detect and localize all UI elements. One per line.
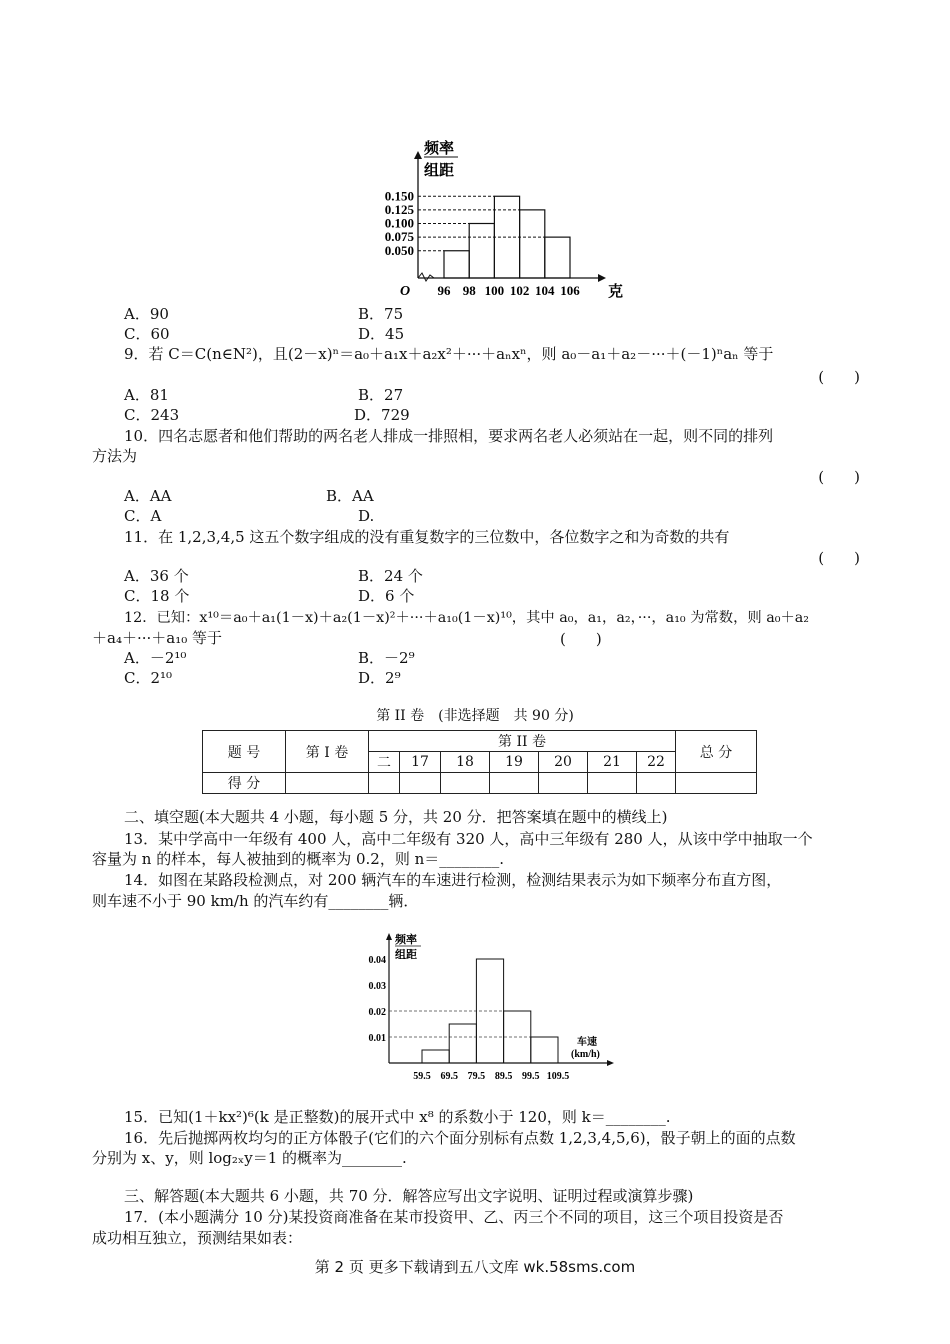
x-tick-label: 109.5 (546, 1071, 570, 1082)
y-tick-label: 0.150 (384, 188, 414, 204)
col-20: 20 (539, 752, 588, 773)
histogram-bar (469, 224, 494, 279)
x-tick-label: 104 (535, 283, 555, 298)
section2-title: 第 II 卷 (非选择题 共 90 分) (376, 708, 574, 724)
row-score-label: 得 分 (203, 773, 286, 794)
q12-answer-paren: ( ) (560, 630, 602, 648)
score-cell-22[interactable] (637, 773, 676, 794)
y-label-bottom: 组距 (424, 163, 455, 179)
score-cell-20[interactable] (539, 773, 588, 794)
q11-option-b: B．24 个 (358, 567, 423, 585)
origin-label: O (400, 284, 411, 299)
x-unit-label: 克 (608, 284, 624, 300)
q16-line1: 16．先后抛掷两枚均匀的正方体骰子(它们的六个面分别标有点数 1,2,3,4,5,6)，骰子朝上的面的点数 (124, 1129, 796, 1147)
q11-answer-paren: ( ) (818, 549, 860, 567)
x-tick-label: 69.5 (440, 1071, 458, 1082)
q12-stem-line1: 12．已知：x¹⁰＝a₀＋a₁(1－x)＋a₂(1－x)²＋···＋a₁₀(1－x)¹⁰，其中 a₀，a₁，a₂，···，a₁₀ 为常数，则 a₀＋a₂ (124, 610, 810, 626)
score-cell-21[interactable] (588, 773, 637, 794)
y-axis-arrow (386, 933, 392, 940)
q10-stem-line2: 方法为 (92, 447, 138, 465)
histogram-bar (545, 237, 570, 278)
col-21: 21 (588, 752, 637, 773)
x-tick-label: 89.5 (494, 1071, 513, 1082)
q12-option-b: B．－2⁹ (358, 649, 415, 667)
y-tick-label: 0.125 (384, 201, 414, 217)
histogram-bar (444, 251, 469, 278)
q10-answer-paren: ( ) (818, 468, 860, 486)
q11-option-c: C．18 个 (124, 587, 190, 605)
histogram-bar (520, 210, 545, 278)
y-tick-label: 0.01 (368, 1033, 386, 1044)
q10-option-d: D. (358, 507, 375, 525)
q9-option-a: A．81 (124, 386, 169, 404)
q9-answer-paren: ( ) (818, 368, 860, 386)
col-18: 18 (441, 752, 490, 773)
score-cell-total[interactable] (676, 773, 757, 794)
score-table (202, 730, 757, 794)
header-total: 总 分 (676, 731, 757, 773)
q8-option-c: C．60 (124, 325, 170, 343)
score-cell-2[interactable] (369, 773, 400, 794)
header-question-number: 题 号 (203, 731, 286, 773)
q9-option-b: B．27 (358, 386, 404, 404)
q13-line1: 13．某中学高中一年级有 400 人，高中二年级有 320 人，高中三年级有 280 人，从该中学中抽取一个 (124, 830, 813, 848)
q12-option-d: D．2⁹ (358, 669, 401, 687)
q9-stem: 9．若 C＝C(n∈N²)，且(2－x)ⁿ＝a₀＋a₁x＋a₂x²＋···＋aₙxⁿ，则 a₀－a₁＋a₂－···＋(－1)ⁿaₙ 等于 (124, 345, 774, 363)
q9-option-c: C．243 (124, 406, 180, 424)
score-cell-17[interactable] (400, 773, 441, 794)
q10-option-c: C．A (124, 507, 162, 525)
score-cell-18[interactable] (441, 773, 490, 794)
y-axis-arrow (414, 151, 422, 159)
x-tick-label: 106 (560, 283, 580, 298)
q16-line2: 分别为 x、y，则 log₂ₓy＝1 的概率为________. (92, 1149, 407, 1167)
y-label-top: 频率 (424, 141, 455, 157)
x-tick-label: 99.5 (522, 1071, 540, 1082)
weight-histogram (360, 135, 630, 305)
header-volume-2: 第 II 卷 (369, 731, 676, 752)
q8-option-b: B．75 (358, 305, 404, 323)
q12-stem-line2: ＋a₄＋···＋a₁₀ 等于 (92, 629, 222, 647)
q8-option-d: D．45 (358, 325, 405, 343)
x-tick-label: 100 (484, 283, 505, 298)
y-tick-label: 0.050 (384, 242, 414, 258)
x-axis-arrow (607, 1060, 614, 1066)
x-tick-label: 98 (462, 283, 476, 298)
q12-option-c: C．2¹⁰ (124, 669, 173, 687)
histogram-bar (422, 1050, 449, 1063)
axis-break (418, 273, 434, 281)
x-tick-label: 79.5 (467, 1071, 486, 1082)
y-tick-label: 0.100 (384, 215, 414, 231)
q12-option-a: A．－2¹⁰ (124, 649, 187, 667)
weight-histogram-svg (360, 135, 630, 305)
q10-option-b: B．AA (326, 487, 374, 505)
y-label-bottom: 组距 (395, 949, 417, 961)
q11-stem: 11．在 1,2,3,4,5 这五个数字组成的没有重复数字的三位数中，各位数字之和为奇数的共有 (124, 528, 730, 546)
y-tick-label: 0.075 (384, 229, 414, 245)
x-tick-label: 59.5 (413, 1071, 431, 1082)
col-2: 二 (369, 752, 400, 773)
solve-heading: 三、解答题(本大题共 6 小题，共 70 分．解答应写出文字说明、证明过程或演算步骤) (124, 1187, 694, 1205)
q17-line2: 成功相互独立，预测结果如表： (92, 1229, 303, 1247)
x-tick-label: 102 (509, 283, 530, 298)
q10-stem-line1: 10．四名志愿者和他们帮助的两名老人排成一排照相，要求两名老人必须站在一起，则不同的排列 (124, 427, 774, 445)
header-volume-1: 第 I 卷 (286, 731, 369, 773)
col-22: 22 (637, 752, 676, 773)
score-cell-vol1[interactable] (286, 773, 369, 794)
histogram-bar (531, 1037, 558, 1063)
q13-line2: 容量为 n 的样本，每人被抽到的概率为 0.2，则 n＝________. (92, 850, 505, 868)
q17-line1: 17．(本小题满分 10 分)某投资商准备在某市投资甲、乙、丙三个不同的项目，这三个项目投资是否 (124, 1208, 784, 1226)
x-tick-label: 96 (437, 283, 451, 298)
q11-option-d: D．6 个 (358, 587, 415, 605)
speed-histogram (355, 928, 620, 1088)
y-label-top: 频率 (395, 934, 417, 946)
page-footer: 第 2 页 更多下载请到五八文库 wk.58sms.com (314, 1258, 636, 1276)
histogram-bar (449, 1024, 476, 1063)
y-tick-label: 0.04 (368, 955, 386, 966)
col-19: 19 (490, 752, 539, 773)
q8-option-a: A．90 (124, 305, 169, 323)
q14-line1: 14．如图在某路段检测点，对 200 辆汽车的车速进行检测，检测结果表示为如下频率分布直方图， (124, 871, 782, 889)
x-label-top: 车速 (577, 1037, 597, 1048)
speed-histogram-svg (355, 928, 620, 1088)
fill-blank-heading: 二、填空题(本大题共 4 小题，每小题 5 分，共 20 分．把答案填在题中的横线上) (124, 808, 668, 826)
q10-option-a: A．AA (124, 487, 172, 505)
x-axis-arrow (598, 274, 606, 282)
y-tick-label: 0.03 (368, 981, 386, 992)
q11-option-a: A．36 个 (124, 567, 189, 585)
col-17: 17 (400, 752, 441, 773)
y-tick-label: 0.02 (368, 1007, 386, 1018)
q9-option-d: D．729 (354, 406, 410, 424)
q15-text: 15．已知(1＋kx²)⁶(k 是正整数)的展开式中 x⁸ 的系数小于 120，则 k＝________. (124, 1108, 671, 1126)
q14-line2: 则车速不小于 90 km/h 的汽车约有________辆． (92, 892, 419, 910)
score-cell-19[interactable] (490, 773, 539, 794)
x-label-bottom: (km/h) (571, 1049, 600, 1060)
